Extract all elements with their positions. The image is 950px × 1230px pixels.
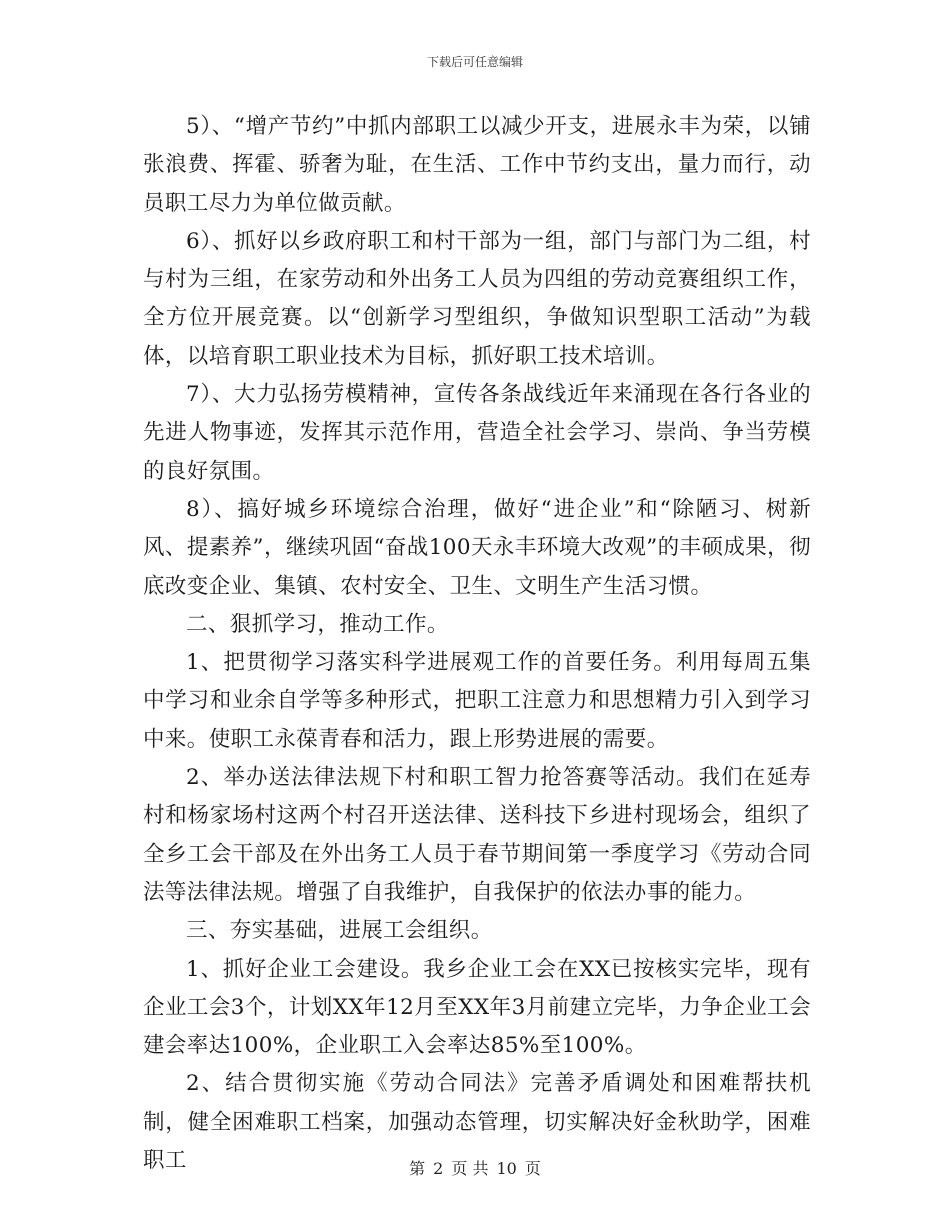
footer-prefix: 第	[409, 1159, 426, 1178]
section-heading-2: 二、狠抓学习，推动工作。	[186, 611, 449, 637]
paragraph-section3-item-2: 2、结合贯彻实施《劳动合同法》完善矛盾调处和困难帮扶机制，健全困难职工档案，加强动态管理，切实解决好金秋助学，困难职工	[143, 1071, 811, 1174]
footer-suffix: 页	[524, 1159, 541, 1178]
page-number: 2	[433, 1159, 444, 1178]
page-header: 下载后可任意编辑	[426, 55, 523, 69]
paragraph-item-5: 5）、“增产节约”中抓内部职工以减少开支，进展永丰为荣，以铺张浪费、挥霍、骄奢为耻，在生活、工作中节约支出，量力而行，动员职工尽力为单位做贡献。	[143, 114, 811, 216]
page-total: 10	[496, 1159, 517, 1178]
paragraph-item-8: 8）、搞好城乡环境综合治理，做好“进企业”和“除陋习、树新风、提素养”，继续巩固“奋战100天永丰环境大改观”的丰硕成果，彻底改变企业、集镇、农村安全、卫生、文明生产生活习惯。	[143, 496, 811, 599]
paragraph-item-6: 6）、抓好以乡政府职工和村干部为一组，部门与部门为二组，村与村为三组，在家劳动和外出务工人员为四组的劳动竞赛组织工作，全方位开展竞赛。以“创新学习型组织，争做知识型职工活动”为载体，以培育职工职业技术为目标，抓好职工技术培训。	[143, 228, 811, 369]
paragraph-item-7: 7）、大力弘扬劳模精神，宣传各条战线近年来涌现在各行各业的先进人物事迹，发挥其示范作用，营造全社会学习、崇尚、争当劳模的良好氛围。	[143, 382, 811, 484]
page-footer	[0, 1156, 950, 1179]
paragraph-section2-item-2: 2、举办送法律法规下村和职工智力抢答赛等活动。我们在延寿村和杨家场村这两个村召开送法律、送科技下乡进村现场会，组织了全乡工会干部及在外出务工人员于春节期间第一季度学习《劳动合同法等法律法规。增强了自我维护，自我保护的依法办事的能力。	[143, 765, 811, 905]
paragraph-section2-item-1: 1、把贯彻学习落实科学进展观工作的首要任务。利用每周五集中学习和业余自学等多种形式，把职工注意力和思想精力引入到学习中来。使职工永葆青春和活力，跟上形势进展的需要。	[143, 650, 811, 752]
paragraph-section3-item-1: 1、抓好企业工会建设。我乡企业工会在XX已按核实完毕，现有企业工会3个，计划XX年12月至XX年3月前建立完毕，力争企业工会建会率达100%，企业职工入会率达85%至100%。	[143, 956, 811, 1059]
section-heading-3: 三、夯实基础，进展工会组织。	[186, 918, 493, 944]
document-body	[143, 108, 811, 1180]
footer-middle: 页 共	[451, 1159, 489, 1178]
